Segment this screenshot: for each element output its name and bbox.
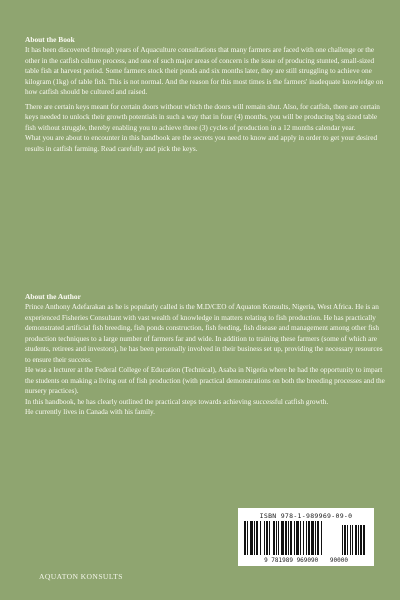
barcode-bar	[273, 521, 275, 555]
ean-number	[238, 557, 374, 564]
barcode-bar	[278, 521, 279, 555]
barcode-bar	[321, 521, 322, 555]
barcode-bar	[290, 521, 292, 555]
barcode-addon-bar	[360, 525, 362, 555]
barcode-bar	[306, 521, 307, 555]
barcode-bar	[300, 521, 301, 555]
author-paragraph: He currently lives in Canada with his family.	[25, 408, 155, 416]
barcode-bar	[254, 521, 255, 555]
barcode-bar	[294, 521, 295, 555]
publisher-name: AQUATON KONSULTS	[39, 572, 123, 581]
barcode-bar	[244, 521, 246, 555]
barcode-bar	[311, 521, 314, 555]
author-paragraph: He was a lecturer at the Federal College of Education (Technical), Asaba in Nigeria where he had the opportunity to impart the students on making a living out of fish production (with practical demonstrations on both the breeding processes and the nursery practices).	[25, 366, 385, 395]
barcode-addon-bar	[352, 525, 353, 555]
about-the-book-section	[25, 34, 385, 154]
ean-digits-text: 9 781989 969090	[264, 557, 319, 564]
barcode-bar	[247, 521, 248, 555]
barcode-addon-bar	[363, 525, 365, 555]
barcode-addon-bar	[350, 525, 351, 555]
about-the-author-section	[25, 291, 385, 418]
barcode-bar	[276, 521, 277, 555]
barcode-bar	[315, 521, 316, 555]
barcode-addon-bar	[342, 525, 343, 555]
barcode-bar	[288, 521, 289, 555]
barcode-bar	[250, 521, 253, 555]
barcode-bar	[264, 521, 265, 555]
barcode-addon-bar	[344, 525, 346, 555]
barcode-bar	[281, 521, 284, 555]
barcode-bar	[308, 521, 310, 555]
author-paragraph: Prince Anthony Adefarakan as he is popularly called is the M.D/CEO of Aquaton Konsults, Nigeria, West Africa. He is an experienced Fisheries Consultant with vast wealth of knowledge in matters relating to fish production. He has practically demonstrated artificial fish breeding, fish ponds construction, fish feeding, fish disease and management among other fish production techniques to a large number of farmers far and wide. In addition to training these farmers (some of which are students, retirees and investors), he has been personally involved in their business set up, providing the necessary resources to ensure their success.	[25, 303, 383, 364]
barcode-bar	[256, 521, 258, 555]
addon-digits-text: 90000	[329, 557, 348, 564]
barcode-bar	[269, 521, 270, 555]
barcode-bar	[285, 521, 287, 555]
about-the-author-heading: About the Author	[25, 292, 81, 301]
barcode-bar	[260, 521, 261, 555]
book-paragraph: It has been discovered through years of Aquaculture consultations that many farmers are faced with one challenge or the other in the catfish culture process, and one of such major areas of concern is the issue of producing stunted, small-sized table fish at harvest period. Some farmers stock their ponds and six months later, they are still struggling to achieve one kilogram (1kg) of table fish. This is not normal. And the reason for this most times is the farmers' inadequate knowledge on how catfish should be cultured and raised.	[25, 46, 384, 96]
author-paragraph: In this handbook, he has clearly outlined the practical steps towards achieving successful catfish growth.	[25, 397, 329, 406]
barcode-bar	[317, 521, 319, 555]
barcode-bars	[244, 521, 368, 557]
barcode-addon-bar	[355, 525, 357, 555]
barcode-bar	[266, 521, 268, 555]
barcode-bar	[296, 521, 299, 555]
barcode-bar	[303, 521, 304, 555]
book-paragraph: What you are about to encounter in this handbook are the secrets you need to know and apply in order to get your desired results in catfish farming. Read carefully and pick the keys.	[25, 134, 378, 153]
isbn-barcode	[238, 508, 374, 566]
book-paragraph: There are certain keys meant for certain doors without which the doors will remain shut. Also, for catfish, there are certain keys needed to unlock their growth potentials in such a way that in four (4) months, you will be producing big sized table fish without struggle, thereby enabling you to achieve three (3) cycles of production in a 12 months calendar year.	[25, 102, 380, 132]
barcode-addon-bar	[347, 525, 348, 555]
isbn-number: ISBN 978-1-989969-09-0	[259, 512, 353, 520]
about-the-book-heading: About the Book	[25, 35, 75, 44]
barcode-addon-bar	[358, 525, 359, 555]
